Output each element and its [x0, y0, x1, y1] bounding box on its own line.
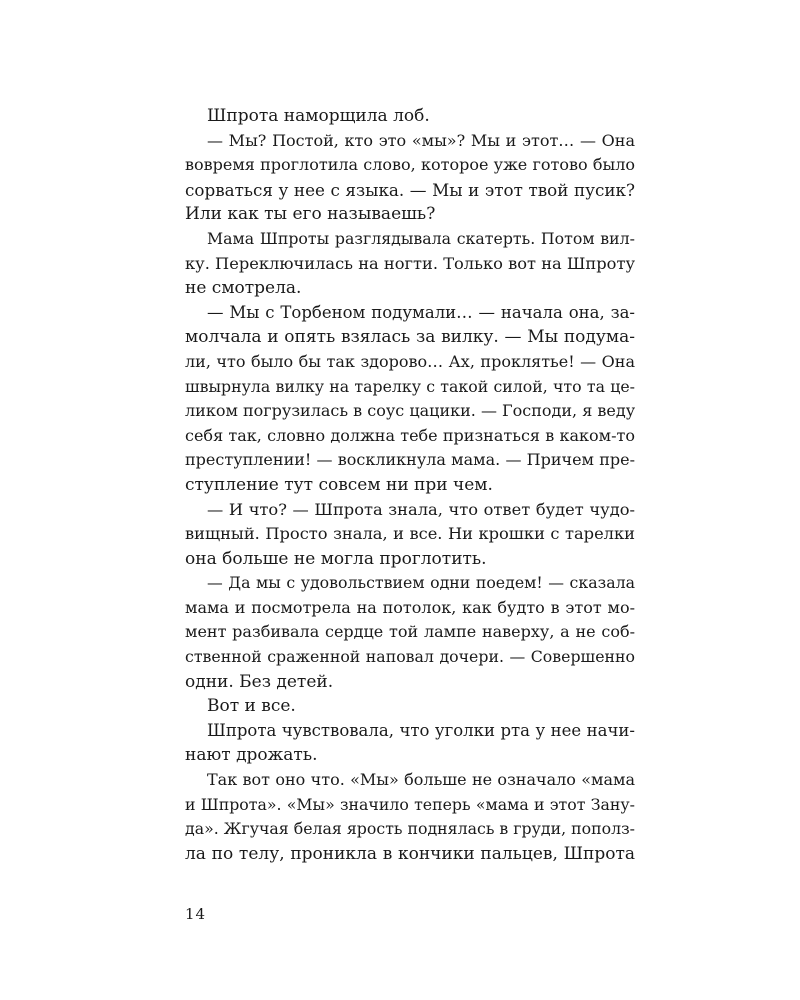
text-line: — Мы? Постой, кто это «мы»? Мы и этот… — Она — [207, 130, 635, 150]
text-line: Шпрота чувствовала, что уголки рта у нее начи- — [207, 720, 635, 740]
text-line: Или как ты его называешь? — [185, 204, 436, 225]
text-line: молчала и опять взялась за вилку. — Мы подума- — [185, 327, 635, 348]
text-line: преступлении! — воскликнула мама. — Причем пре- — [185, 450, 635, 470]
text-line: — Мы с Торбеном подумали… — начала она, за- — [207, 302, 635, 322]
text-line: не смотрела. — [185, 278, 302, 299]
text-line: Мама Шпроты разглядывала скатерть. Потом вил- — [207, 228, 635, 248]
text-line: ла по телу, проникла в кончики пальцев, Шпрота — [185, 843, 635, 864]
text-line: — Да мы с удовольствием одни поедем! — сказала — [207, 573, 635, 593]
text-line: вищный. Просто знала, и все. Ни крошки с тарелки — [185, 524, 635, 544]
text-line: ственной сраженной наповал дочери. — Совершенно — [185, 647, 635, 667]
text-line: ку. Переключилась на ногти. Только вот на Шпроту — [185, 253, 635, 273]
text-line: Шпрота наморщила лоб. — [207, 106, 430, 126]
text-line: одни. Без детей. — [185, 671, 334, 692]
text-line: мама и посмотрела на потолок, как будто в этот мо- — [185, 597, 635, 617]
text-line: нают дрожать. — [185, 745, 318, 766]
text-line: себя так, словно должна тебе признаться в каком-то — [185, 425, 635, 445]
text-line: сорваться у нее с языка. — Мы и этот твой пусик? — [185, 179, 635, 200]
text-line: мент разбивала сердце той лампе наверху, а не соб- — [185, 622, 635, 642]
text-line: она больше не могла проглотить. — [185, 548, 487, 569]
text-line: вовремя проглотила слово, которое уже готово было — [185, 155, 635, 175]
text-line: швырнула вилку на тарелку с такой силой, что та це- — [185, 376, 635, 396]
page-number: 14 — [185, 905, 207, 923]
text-line: ли, что было бы так здорово… Ах, проклятье! — Она — [185, 351, 635, 371]
text-line: Вот и все. — [207, 696, 296, 717]
text-line: Так вот оно что. «Мы» больше не означало «мама — [207, 770, 635, 790]
text-line: и Шпрота». «Мы» значило теперь «мама и этот Зану- — [185, 794, 635, 814]
text-line: ликом погрузилась в соус цацики. — Господи, я веду — [185, 401, 636, 421]
text-line: да». Жгучая белая ярость поднялась в груди, пополз- — [185, 819, 635, 839]
text-line: ступление тут совсем ни при чем. — [185, 474, 493, 495]
text-line: — И что? — Шпрота знала, что ответ будет чудо- — [207, 499, 635, 519]
book-text-block — [185, 104, 635, 866]
